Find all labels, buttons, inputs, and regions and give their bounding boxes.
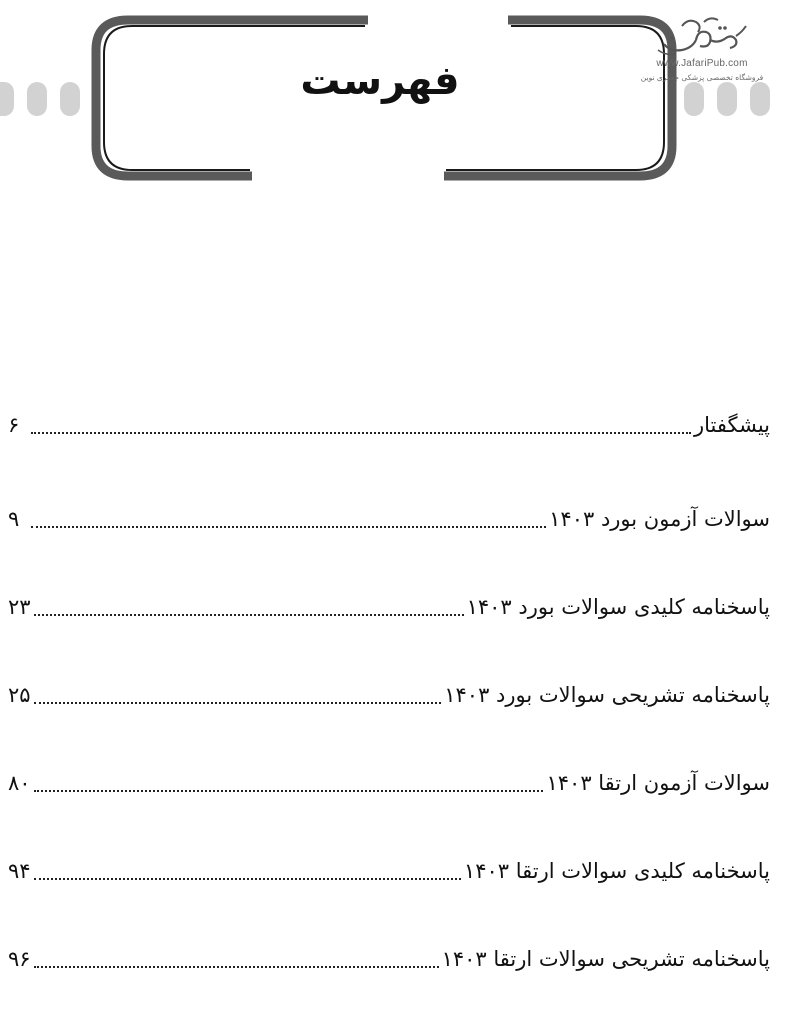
toc-entry-title: پاسخنامه تشریحی سوالات ارتقا ۱۴۰۳ bbox=[441, 947, 770, 971]
toc-dot-leader bbox=[31, 526, 546, 528]
toc-entry bbox=[8, 664, 770, 710]
publisher-url: www.JafariPub.com bbox=[656, 58, 748, 69]
toc-entry-title: پاسخنامه تشریحی سوالات بورد ۱۴۰۳ bbox=[444, 683, 770, 707]
toc-entry bbox=[8, 576, 770, 622]
toc-dot-leader bbox=[34, 966, 439, 968]
toc-entry-page: ۲۳ bbox=[8, 595, 31, 619]
toc-entry-page: ۶ bbox=[8, 413, 20, 437]
toc-entry-title: پیشگفتار bbox=[693, 413, 770, 437]
toc-dot-leader bbox=[34, 702, 442, 704]
toc-entry-title: پاسخنامه کلیدی سوالات بورد ۱۴۰۳ bbox=[466, 595, 770, 619]
toc-entry-page: ۹۶ bbox=[8, 947, 31, 971]
toc-entry-page: ۸۰ bbox=[8, 771, 31, 795]
toc-dot-leader bbox=[34, 790, 544, 792]
toc-entry bbox=[8, 488, 770, 534]
toc-entry bbox=[8, 752, 770, 798]
toc-dot-leader bbox=[34, 878, 461, 880]
toc-entry bbox=[8, 394, 770, 440]
toc-entry-page: ۹ bbox=[8, 507, 20, 531]
toc-entry-page: ۹۴ bbox=[8, 859, 31, 883]
toc-entry-title: سوالات آزمون ارتقا ۱۴۰۳ bbox=[546, 771, 770, 795]
toc-entry bbox=[8, 840, 770, 886]
page-title: فهرست bbox=[300, 58, 460, 104]
toc-entry-title: سوالات آزمون بورد ۱۴۰۳ bbox=[549, 507, 770, 531]
toc-entry bbox=[8, 928, 770, 974]
toc-dot-leader bbox=[31, 432, 691, 434]
toc-entry-title: پاسخنامه کلیدی سوالات ارتقا ۱۴۰۳ bbox=[463, 859, 770, 883]
publisher-tagline: فروشگاه تخصصی پزشکی جعفری نوین bbox=[640, 73, 764, 82]
toc-dot-leader bbox=[34, 614, 464, 616]
toc-entry-page: ۲۵ bbox=[8, 683, 31, 707]
